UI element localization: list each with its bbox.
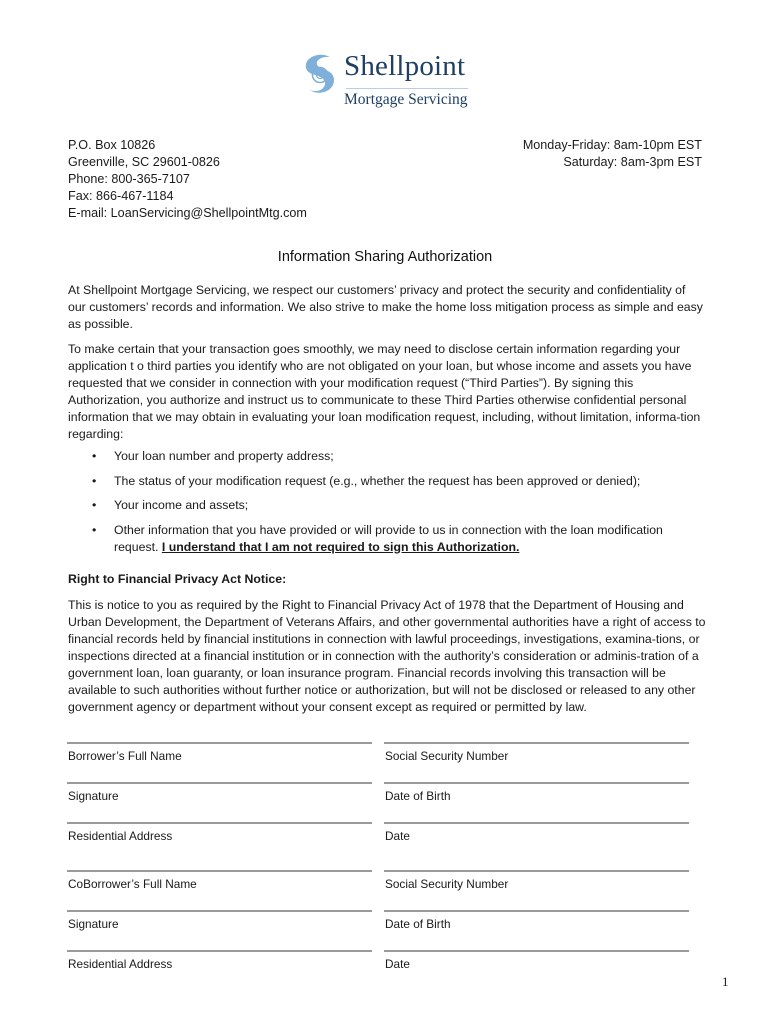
page-number: 1 — [722, 974, 729, 989]
list-item-text: The status of your modification request (e.g., whether the request has been approved or denied); — [114, 473, 641, 488]
privacy-notice-text: This is notice to you as required by the Right to Financial Privacy Act of 1978 that the Department of Housing and Urban Development, the Department of Veterans Affairs, and other governmental authorities have a right of access to financial records held by financial institutions in connection with lawful proceedings, investigations, examina-tions, or inspections directed at a financial institution or in connection with the authority’s consideration or adminis-tration of a government loan, loan guaranty, or loan insurance program. Financial records involving this transaction will be available to such authorities without further notice or authorization, but will not be disclosed or released to any other government agency or department without your consent except as required or permitted by law. — [68, 598, 706, 714]
phone: Phone: 800-365-7107 — [68, 172, 190, 186]
shell-icon — [300, 52, 340, 96]
not-required-statement: I understand that I am not required to sign this Authorization. — [161, 539, 520, 554]
document-title: Information Sharing Authorization — [277, 249, 493, 265]
coborrower-name-label: CoBorrower’s Full Name — [68, 877, 197, 891]
borrower-name-line[interactable] — [67, 742, 372, 744]
coborrower-signature-line[interactable] — [67, 910, 372, 912]
borrower-ssn-line[interactable] — [384, 742, 689, 744]
borrower-date-line[interactable] — [384, 822, 689, 824]
coborrower-address-label: Residential Address — [68, 957, 173, 971]
borrower-date-label: Date — [385, 829, 410, 843]
intro-paragraph: At Shellpoint Mortgage Servicing, we respect our customers’ privacy and protect the security and confidentiality of our customers’ records and information. We also strive to make the home loss mitigation process as simple and easy as possible. — [68, 283, 703, 331]
list-item — [68, 473, 706, 490]
list-item-text: Your income and assets; — [114, 498, 249, 512]
list-item-text: Other information that you have provided or will provide to us in connection with the loan modification request. — [114, 522, 663, 554]
coborrower-ssn-line[interactable] — [384, 870, 689, 872]
coborrower-address-line[interactable] — [67, 950, 372, 952]
coborrower-dob-label: Date of Birth — [385, 917, 451, 931]
list-item — [68, 522, 706, 556]
email: E-mail: LoanServicing@ShellpointMtg.com — [68, 206, 307, 220]
bullet-icon: • — [92, 522, 97, 537]
brand-subtitle: Mortgage Servicing — [344, 91, 468, 108]
coborrower-date-line[interactable] — [384, 950, 689, 952]
list-item — [68, 448, 706, 465]
bullet-icon: • — [92, 473, 97, 488]
company-logo — [300, 50, 480, 112]
borrower-dob-label: Date of Birth — [385, 789, 451, 803]
coborrower-date-label: Date — [385, 957, 410, 971]
borrower-ssn-label: Social Security Number — [385, 749, 509, 763]
logo-divider — [346, 88, 468, 89]
coborrower-signature-label: Signature — [68, 917, 119, 931]
disclosure-paragraph: To make certain that your transaction goes smoothly, we may need to disclose certain information regarding your application t o third parties you identify who are not obligated on your loan, but whose income and assets you have requested that we consider in connection with your modification request (“Third Parties”). By signing this Authorization, you authorize and instruct us to communicate to these Third Parties otherwise confidential personal information that we may obtain in evaluating your loan modification request, including, without limitation, informa-tion regarding: — [68, 342, 701, 441]
disclosure-list — [68, 448, 706, 563]
fax: Fax: 866-467-1184 — [68, 189, 174, 203]
borrower-dob-line[interactable] — [384, 782, 689, 784]
borrower-signature-line[interactable] — [67, 782, 372, 784]
weekday-hours: Monday-Friday: 8am-10pm EST — [522, 138, 702, 152]
borrower-name-label: Borrower’s Full Name — [68, 749, 182, 763]
borrower-address-label: Residential Address — [68, 829, 173, 843]
borrower-address-line[interactable] — [67, 822, 372, 824]
saturday-hours: Saturday: 8am-3pm EST — [563, 155, 702, 169]
business-hours — [523, 137, 702, 171]
list-item — [68, 497, 706, 514]
bullet-icon: • — [92, 498, 97, 512]
po-box: P.O. Box 10826 — [68, 138, 156, 152]
city-state-zip: Greenville, SC 29601-0826 — [68, 155, 220, 169]
borrower-signature-label: Signature — [68, 789, 119, 803]
coborrower-dob-line[interactable] — [384, 910, 689, 912]
coborrower-ssn-label: Social Security Number — [385, 877, 509, 891]
coborrower-name-line[interactable] — [67, 870, 372, 872]
brand-name: Shellpoint — [344, 50, 466, 82]
list-item-text: Your loan number and property address; — [114, 449, 334, 463]
bullet-icon: • — [92, 449, 97, 463]
privacy-notice-heading: Right to Financial Privacy Act Notice: — [68, 572, 287, 586]
contact-info — [68, 137, 307, 222]
